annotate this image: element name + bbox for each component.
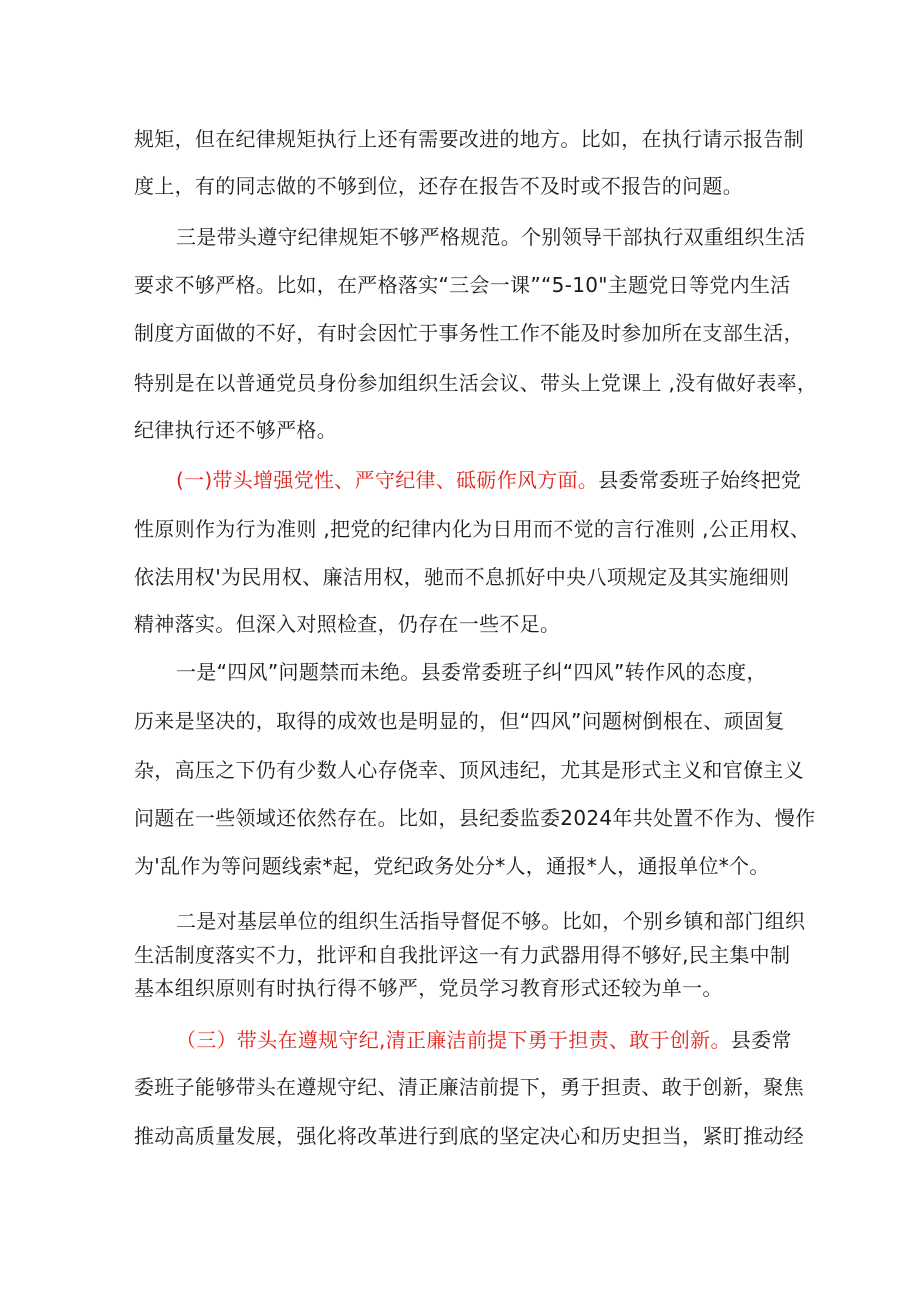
text-line: 特别是在以普通党员身份参加组织生活会议、带头上党课上 ,没有做好表率，	[134, 371, 818, 395]
text-line: 度上，有的同志做的不够到位，还存在报告不及时或不报告的问题。	[134, 174, 743, 198]
text-line: 精神落实。但深入对照检查，仍存在一些不足。	[134, 612, 561, 636]
text-line: 为'乱作为等问题线索*起，党纪政务处分*人，通报*人，通报单位*个。	[134, 854, 770, 878]
section-heading: (一)带头增强党性、严守纪律、砥砺作风方面。	[176, 468, 599, 492]
text-line: 委班子能够带头在遵规守纪、清正廉洁前提下，勇于担责、敢于创新，聚焦	[134, 1075, 804, 1099]
text-line: 历来是坚决的，取得的成效也是明显的，但“四风”问题树倒根在、顽固复	[134, 709, 785, 733]
text-line: 依法用权'为民用权、廉洁用权，驰而不息抓好中央八项规定及其实施细则	[134, 565, 790, 589]
text-line: 制度方面做的不好，有时会因忙于事务性工作不能及时参加所在支部生活，	[134, 321, 804, 345]
text-run: 县委常	[730, 1028, 792, 1052]
text-line: 杂，高压之下仍有少数人心存侥幸、顶风违纪，尤其是形式主义和官僚主义	[134, 758, 804, 782]
text-line: 规矩，但在纪律规矩执行上还有需要改进的地方。比如，在执行请示报告制	[134, 127, 804, 151]
section-first-line	[176, 467, 801, 493]
text-line: 性原则作为行为准则 ,把党的纪律内化为日用而不觉的言行准则 ,公正用权、	[134, 517, 811, 541]
text-line: 生活制度落实不力，批评和自我批评这一有力武器用得不够好,民主集中制	[134, 943, 791, 967]
text-line: 推动高质量发展，强化将改革进行到底的坚定决心和历史担当，紧盯推动经	[134, 1124, 804, 1148]
text-run: 县委常委班子始终把党	[598, 468, 802, 492]
text-line: 要求不够严格。比如，在严格落实“三会一课”“5-10"主题党日等党内生活	[134, 273, 791, 297]
text-line: 基本组织原则有时执行得不够严，党员学习教育形式还较为单一。	[134, 976, 723, 1000]
text-line: 一是“四风”问题禁而未绝。县委常委班子纠“四风”转作风的态度，	[176, 660, 767, 684]
section-first-line	[176, 1027, 792, 1053]
text-line: 三是带头遵守纪律规矩不够严格规范。个别领导干部执行双重组织生活	[176, 225, 806, 249]
text-line: 二是对基层单位的组织生活指导督促不够。比如，个别乡镇和部门组织	[176, 909, 806, 933]
text-line: 纪律执行还不够严格。	[134, 418, 337, 442]
text-line: 问题在一些领域还依然存在。比如，县纪委监委2024年共处置不作为、慢作	[134, 806, 816, 830]
section-heading: （三）带头在遵规守纪,清正廉洁前提下勇于担责、敢于创新。	[176, 1028, 731, 1052]
